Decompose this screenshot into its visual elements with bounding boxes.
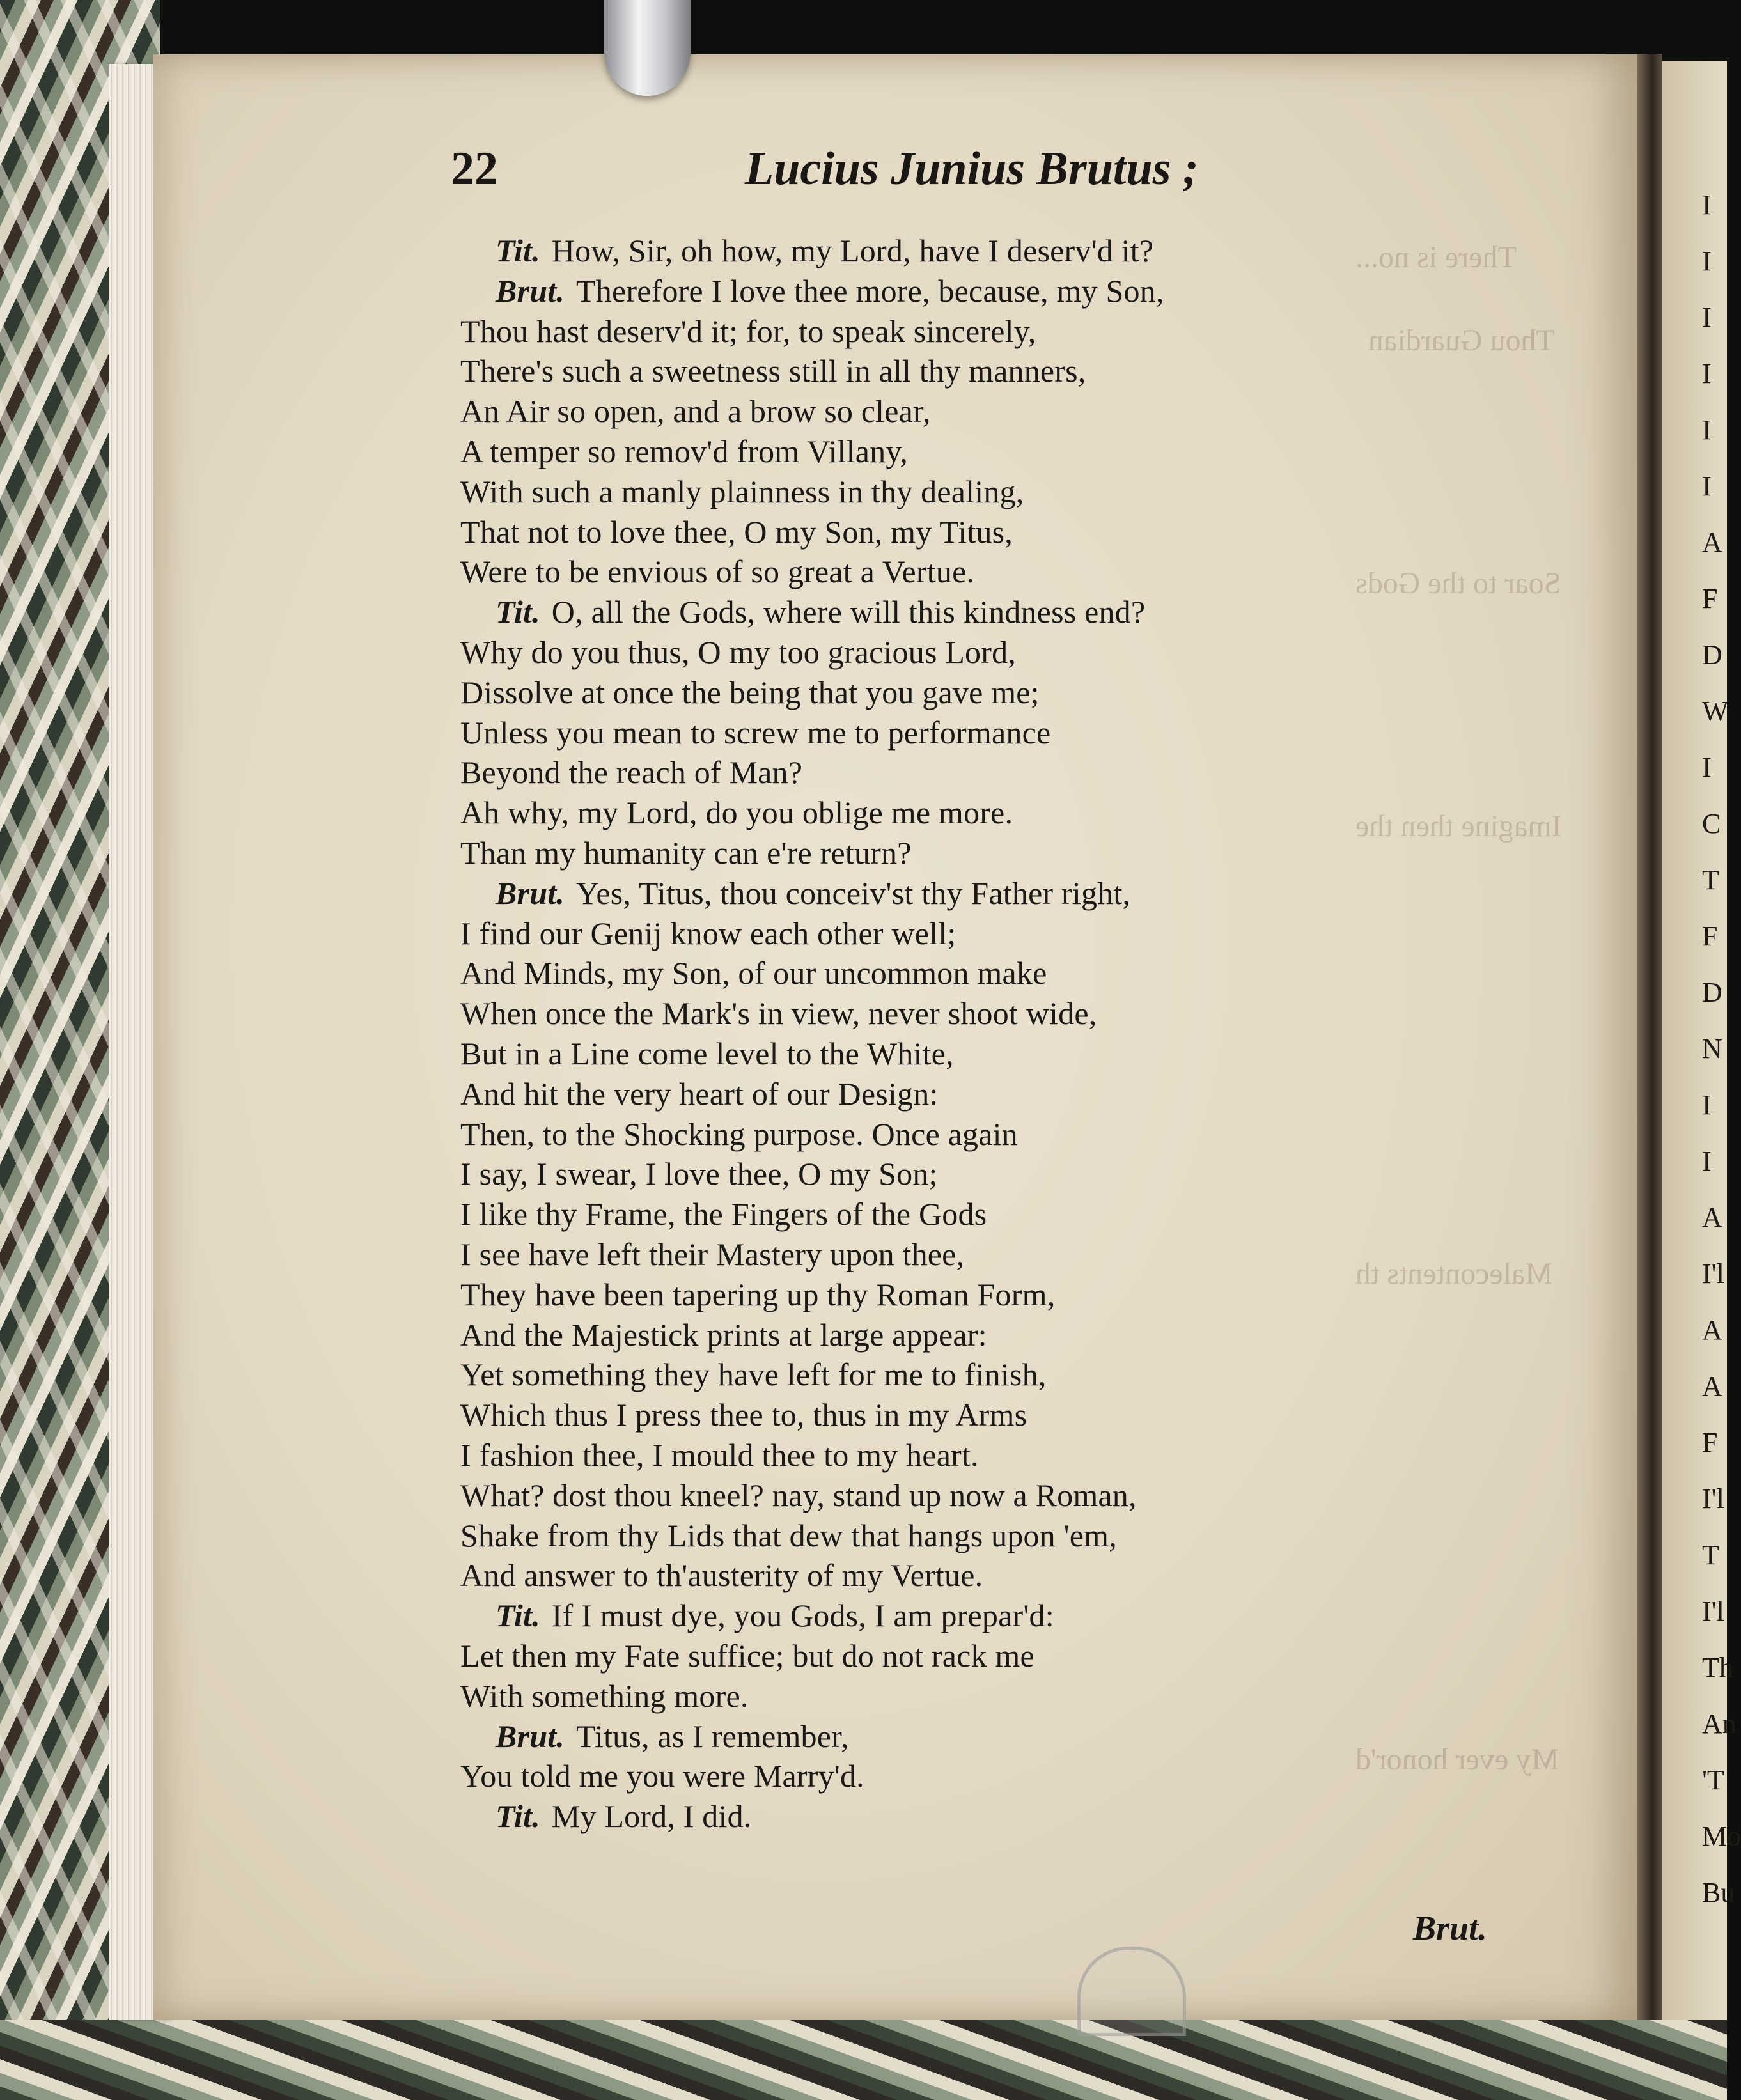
speaker-name: Brut. — [496, 1718, 565, 1754]
line-text: My Lord, I did. — [551, 1798, 752, 1835]
line-text: A temper so remov'd from Villany, — [460, 433, 908, 469]
line-text: Were to be envious of so great a Vertue. — [460, 554, 975, 590]
verse-line — [460, 1355, 1046, 1394]
book-gutter — [1637, 54, 1662, 2020]
verse-line — [460, 1556, 983, 1594]
facing-page-fragment: F — [1702, 1427, 1718, 1458]
line-text: Beyond the reach of Man? — [460, 754, 803, 791]
facing-page-fragment: I — [1702, 414, 1712, 446]
line-text: Thou hast deserv'd it; for, to speak sincerely, — [460, 313, 1036, 349]
metal-clip-top — [604, 0, 691, 96]
show-through-text: Imagine then the — [1355, 809, 1562, 843]
line-text: Than my humanity can e're return? — [460, 835, 912, 871]
line-text: Yes, Titus, thou conceiv'st thy Father right, — [576, 875, 1131, 911]
show-through-text: Soar to the Gods — [1355, 566, 1561, 600]
verse-line — [460, 392, 931, 430]
verse-line — [460, 552, 974, 591]
verse-line — [496, 1797, 751, 1835]
verse-line — [460, 713, 1050, 752]
line-text: And answer to th'austerity of my Vertue. — [460, 1557, 983, 1594]
facing-page-fragment: 'T — [1702, 1764, 1724, 1796]
facing-page-fragment: I — [1702, 752, 1712, 783]
verse-line — [460, 1275, 1055, 1314]
verse-line — [460, 753, 802, 791]
facing-page-fragment: I — [1702, 471, 1712, 502]
facing-page-fragment: I — [1702, 1146, 1712, 1177]
verse-line — [460, 834, 912, 872]
line-text: O, all the Gods, where will this kindness end? — [551, 594, 1146, 630]
verse-line — [460, 352, 1086, 390]
line-text: And Minds, my Son, of our uncommon make — [460, 955, 1047, 992]
speaker-name: Tit. — [496, 233, 540, 268]
facing-page-fragment: I'l — [1702, 1258, 1724, 1289]
verse-line — [460, 954, 1047, 992]
verse-line — [460, 312, 1036, 350]
marbled-cover-bottom — [0, 2020, 1727, 2100]
line-text: Let then my Fate suffice; but do not rack me — [460, 1638, 1034, 1674]
facing-page-fragment: A — [1702, 1314, 1722, 1346]
verse-line — [460, 994, 1097, 1032]
line-text: With something more. — [460, 1677, 749, 1714]
verse-line — [460, 1637, 1034, 1675]
verse-line — [460, 1677, 749, 1715]
line-text: Why do you thus, O my too gracious Lord, — [460, 634, 1017, 670]
speaker-name: Brut. — [496, 272, 565, 309]
page-number: 22 — [451, 143, 498, 195]
line-text: Ah why, my Lord, do you oblige me more. — [460, 795, 1013, 831]
verse-line — [460, 513, 1013, 551]
verse-line — [496, 231, 1153, 270]
facing-page-fragment: D — [1702, 639, 1722, 671]
verse-line — [460, 1476, 1137, 1514]
verse-line — [460, 1034, 954, 1073]
show-through-text: Thou Guardian — [1368, 323, 1555, 357]
facing-page-fragment: An — [1702, 1708, 1737, 1739]
verse-line — [460, 1316, 987, 1354]
speaker-name: Tit. — [496, 594, 540, 630]
speaker-name: Tit. — [496, 1598, 540, 1634]
verse-line — [460, 1396, 1027, 1434]
line-text: And the Majestick prints at large appear: — [460, 1316, 987, 1353]
line-text: With such a manly plainness in thy dealing, — [460, 473, 1024, 509]
line-text: There's such a sweetness still in all thy manners, — [460, 353, 1086, 389]
show-through-text: There is no... — [1355, 240, 1517, 274]
facing-page-fragment: Bu — [1702, 1877, 1735, 1908]
facing-page-fragment: I — [1702, 358, 1712, 389]
verse-line — [496, 874, 1130, 912]
verse-line — [496, 593, 1145, 631]
line-text: Which thus I press thee to, thus in my Arms — [460, 1397, 1027, 1433]
line-text: An Air so open, and a brow so clear, — [460, 393, 931, 430]
show-through-text: Malecontents th — [1355, 1257, 1552, 1291]
line-text: That not to love thee, O my Son, my Titus, — [460, 513, 1013, 550]
line-text: Then, to the Shocking purpose. Once again — [460, 1116, 1018, 1152]
facing-page-fragment: Th — [1702, 1652, 1733, 1683]
facing-page-fragment: T — [1702, 1539, 1719, 1571]
line-text: But in a Line come level to the White, — [460, 1036, 954, 1071]
line-text: When once the Mark's in view, never shoot wide, — [460, 995, 1097, 1032]
verse-line — [460, 914, 956, 953]
metal-clip-bottom — [1077, 1947, 1186, 2036]
verse-line — [460, 1436, 979, 1474]
facing-page-fragment: I'l — [1702, 1483, 1724, 1514]
facing-page-fragment: N — [1702, 1033, 1722, 1064]
facing-page-fragment: T — [1702, 864, 1719, 896]
verse-line — [496, 272, 1164, 310]
catchword: Brut. — [1413, 1909, 1487, 1947]
line-text: I say, I swear, I love thee, O my Son; — [460, 1156, 938, 1192]
facing-page-fragment: C — [1702, 808, 1721, 839]
speaker-name: Tit. — [496, 1798, 540, 1835]
facing-page-fragment: A — [1702, 527, 1722, 558]
line-text: Unless you mean to screw me to performance — [460, 714, 1051, 751]
line-text: I find our Genij know each other well; — [460, 915, 956, 951]
line-text: I like thy Frame, the Fingers of the Gods — [460, 1196, 987, 1233]
facing-page-fragment: I — [1702, 189, 1712, 221]
facing-page-fragment: I — [1702, 302, 1712, 333]
verse-line — [460, 432, 908, 471]
speaker-name: Brut. — [496, 875, 565, 911]
verse-line — [460, 1516, 1117, 1555]
verse-line — [496, 1596, 1054, 1635]
facing-page-fragment: I — [1702, 245, 1712, 277]
line-text: Yet something they have left for me to finish, — [460, 1357, 1047, 1393]
line-text: What? dost thou kneel? nay, stand up now a Roman, — [460, 1477, 1137, 1513]
line-text: Dissolve at once the being that you gave me; — [460, 674, 1040, 710]
line-text: And hit the very heart of our Design: — [460, 1075, 939, 1112]
facing-page-fragment: A — [1702, 1371, 1722, 1402]
verse-line — [460, 1195, 987, 1233]
line-text: Titus, as I remember, — [576, 1718, 849, 1754]
facing-page-fragment: F — [1702, 583, 1718, 614]
line-text: If I must dye, you Gods, I am prepar'd: — [551, 1598, 1054, 1634]
verse-line — [460, 1235, 964, 1273]
facing-page — [1662, 61, 1741, 2020]
facing-page-fragment: Mo — [1702, 1821, 1741, 1852]
facing-page-fragment: I — [1702, 1089, 1712, 1121]
line-text: Shake from thy Lids that dew that hangs upon 'em, — [460, 1517, 1117, 1553]
verse-line — [460, 472, 1024, 511]
facing-page-fragment: F — [1702, 921, 1718, 952]
line-text: Therefore I love thee more, because, my Son, — [576, 272, 1164, 309]
running-title: Lucius Junius Brutus ; — [745, 143, 1199, 195]
line-text: You told me you were Marry'd. — [460, 1758, 864, 1794]
verse-line — [460, 1115, 1018, 1153]
facing-page-fragment: A — [1702, 1202, 1722, 1233]
verse-line — [460, 1757, 864, 1795]
show-through-text: My ever honor'd — [1355, 1743, 1559, 1777]
verse-line — [460, 633, 1016, 671]
line-text: How, Sir, oh how, my Lord, have I deserv'd it? — [551, 233, 1154, 268]
line-text: They have been tapering up thy Roman Form, — [460, 1276, 1056, 1312]
facing-page-fragment: W — [1702, 696, 1729, 727]
verse-line — [460, 793, 1013, 832]
verse-line — [460, 1075, 939, 1113]
verse-line — [460, 673, 1040, 712]
facing-page-fragment: D — [1702, 977, 1722, 1008]
facing-page-fragment: I'l — [1702, 1596, 1724, 1627]
line-text: I fashion thee, I mould thee to my heart. — [460, 1437, 979, 1473]
verse-line — [460, 1155, 938, 1193]
verse-line — [496, 1717, 849, 1755]
line-text: I see have left their Mastery upon thee, — [460, 1236, 965, 1272]
